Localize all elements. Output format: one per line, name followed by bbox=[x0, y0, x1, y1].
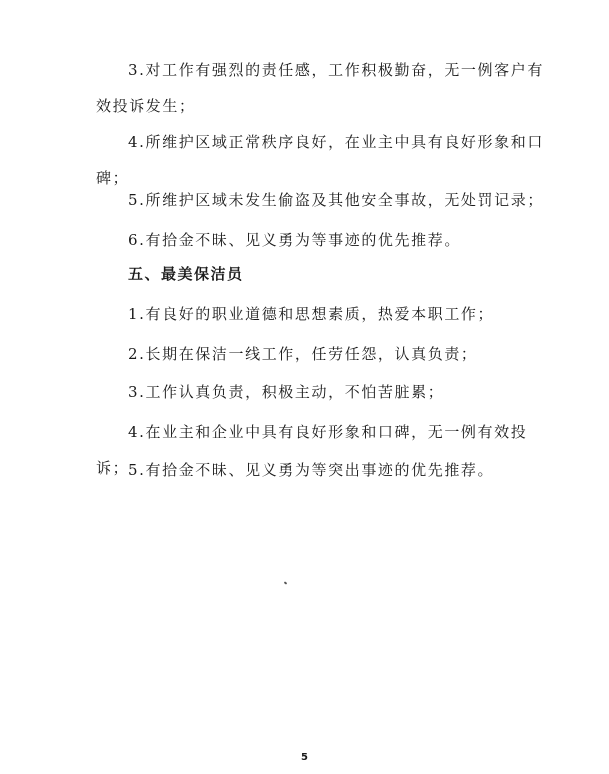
criteria-item-4-4: 4.所维护区域正常秩序良好，在业主中具有良好形象和口碑； bbox=[96, 133, 544, 187]
section-heading-best-cleaner: 五、最美保洁员 bbox=[128, 265, 244, 283]
criteria-item-5-3: 3.工作认真负责，积极主动，不怕苦脏累； bbox=[128, 383, 445, 401]
scan-speck bbox=[284, 581, 288, 584]
criteria-item-5-4: 4.在业主和企业中具有良好形象和口碑，无一例有效投诉； bbox=[96, 423, 528, 477]
criteria-item-4-5: 5.所维护区域未发生偷盗及其他安全事故，无处罚记录； bbox=[128, 191, 544, 209]
page-number: 5 bbox=[301, 752, 308, 763]
criteria-item-5-2: 2.长期在保洁一线工作，任劳任怨，认真负责； bbox=[128, 345, 478, 363]
criteria-item-4-3: 3.对工作有强烈的责任感，工作积极勤奋，无一例客户有效投诉发生； bbox=[96, 61, 544, 115]
criteria-item-5-5: 5.有拾金不昧、见义勇为等突出事迹的优先推荐。 bbox=[128, 461, 495, 479]
criteria-item-5-1: 1.有良好的职业道德和思想素质，热爱本职工作； bbox=[128, 305, 495, 323]
criteria-item-4-6: 6.有拾金不昧、见义勇为等事迹的优先推荐。 bbox=[128, 231, 461, 249]
